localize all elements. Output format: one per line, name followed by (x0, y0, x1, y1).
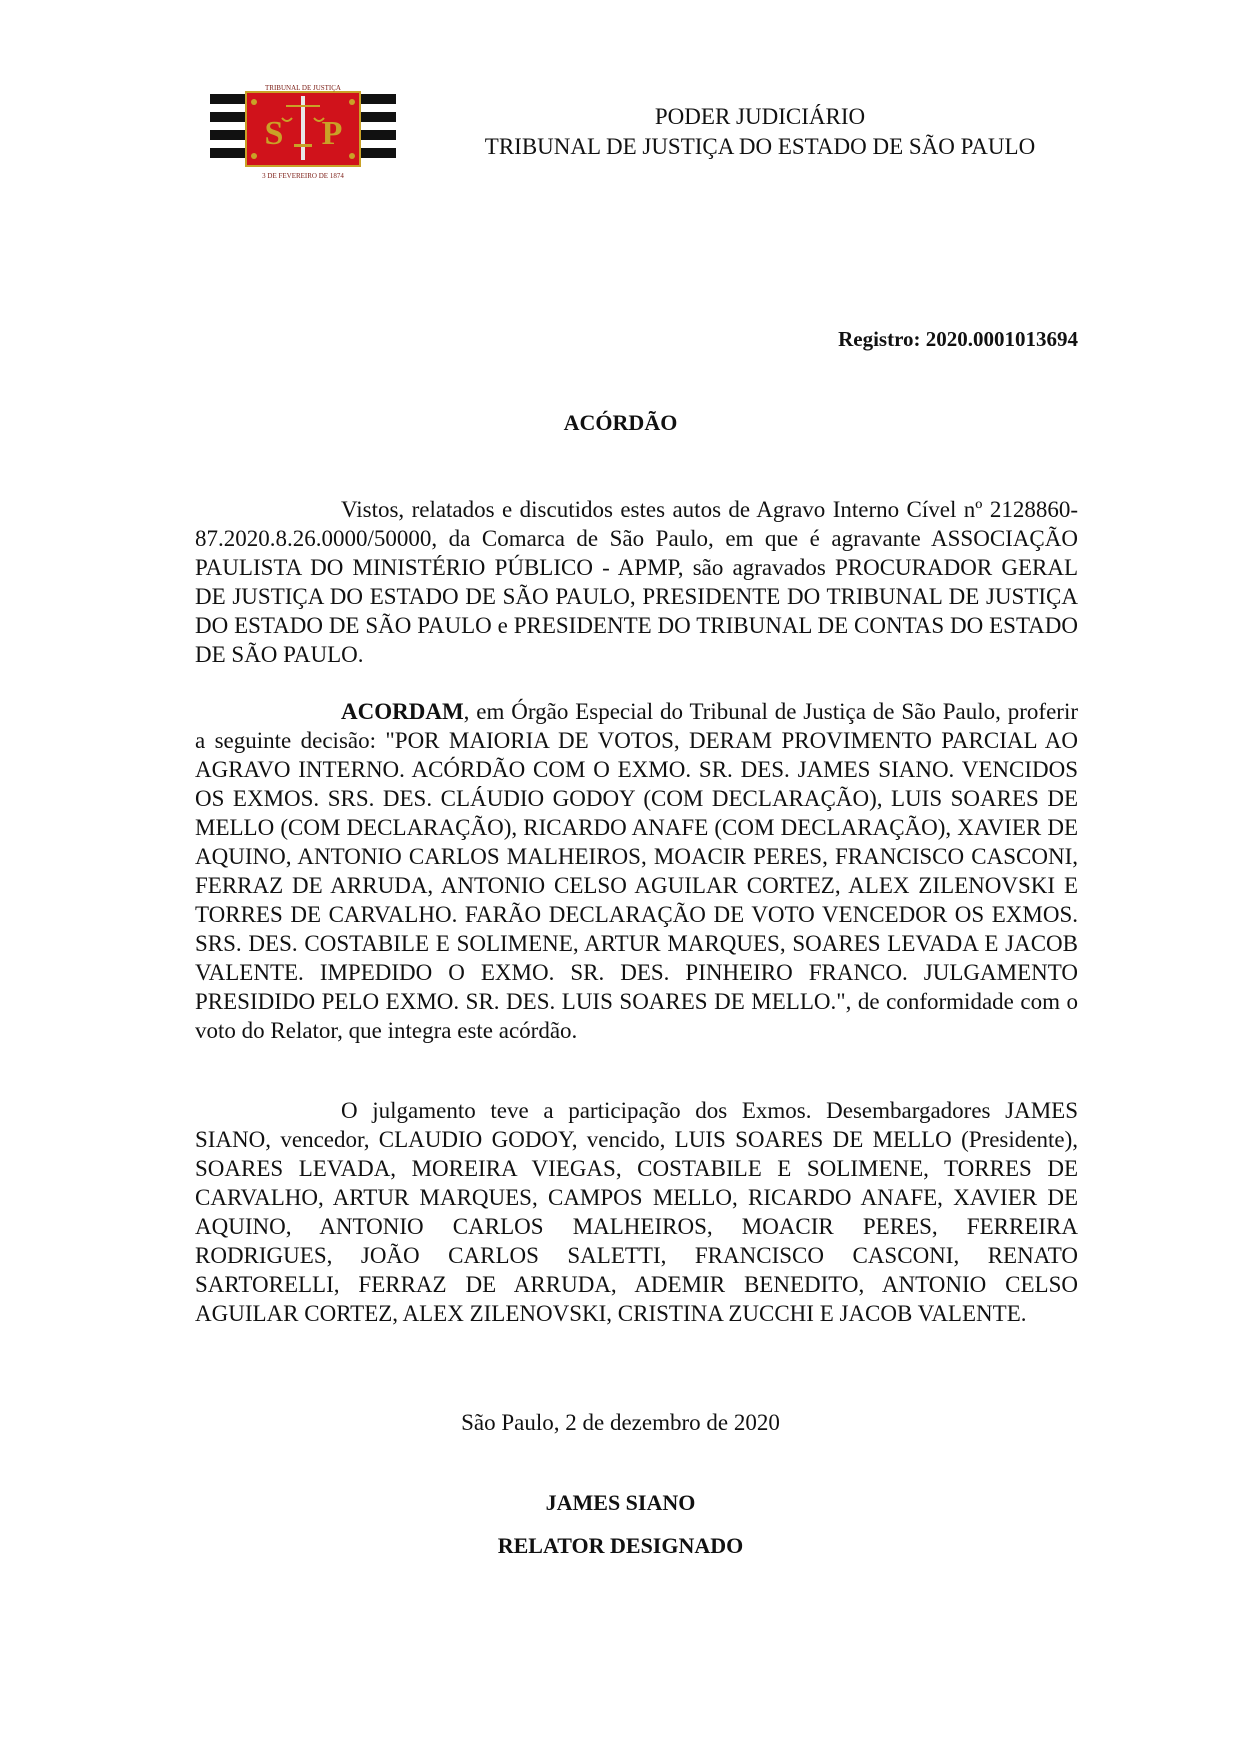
header-line-1: PODER JUDICIÁRIO (654, 104, 866, 129)
paragraph-acordam (195, 697, 1078, 1045)
signer-role: RELATOR DESIGNADO (497, 1533, 744, 1558)
seal-letter-left: S (264, 115, 284, 152)
seal-bottom-text: 3 DE FEVEREIRO DE 1874 (262, 172, 344, 180)
court-header (440, 102, 1080, 162)
acordam-text: , em Órgão Especial do Tribunal de Justiça de São Paulo, proferir a seguinte decisão: "POR MAIORIA DE VOTOS, DERAM PROVIMENTO PARCIAL AO AGRAVO INTERNO. ACÓRDÃO COM O EXMO. SR. DES. JAMES SIANO. VENCIDOS OS EXMOS. SRS. DES. CLÁUDIO GODOY (COM DECLARAÇÃO), LUIS SOARES DE MELLO (COM DECLARAÇÃO), RICARDO ANAFE (COM DECLARAÇÃO), XAVIER DE AQUINO, ANTONIO CARLOS MALHEIROS, MOACIR PERES, FRANCISCO CASCONI, FERRAZ DE ARRUDA, ANTONIO CELSO AGUILAR CORTEZ, ALEX ZILENOVSKI E TORRES DE CARVALHO. FARÃO DECLARAÇÃO DE VOTO VENCEDOR OS EXMOS. SRS. DES. COSTABILE E SOLIMENE, ARTUR MARQUES, SOARES LEVADA E JACOB VALENTE. IMPEDIDO O EXMO. SR. DES. PINHEIRO FRANCO. JULGAMENTO PRESIDIDO PELO EXMO. SR. DES. LUIS SOARES DE MELLO.", de conformidade com o voto do Relator, que integra este acórdão. (195, 699, 1078, 1043)
paragraph-vistos: Vistos, relatados e discutidos estes autos de Agravo Interno Cível nº 2128860-87.2020.8.26.0000/50000, da Comarca de São Paulo, em que é agravante ASSOCIAÇÃO PAULISTA DO MINISTÉRIO PÚBLICO - APMP, são agravados PROCURADOR GERAL DE JUSTIÇA DO ESTADO DE SÃO PAULO, PRESIDENTE DO TRIBUNAL DE JUSTIÇA DO ESTADO DE SÃO PAULO e PRESIDENTE DO TRIBUNAL DE CONTAS DO ESTADO DE SÃO PAULO. (195, 497, 1078, 667)
seal-letter-right: P (321, 115, 343, 152)
acordam-lead: ACORDAM (341, 699, 464, 724)
seal-top-text: TRIBUNAL DE JUSTIÇA (265, 84, 341, 92)
tjsp-seal-graphic (210, 84, 396, 188)
paragraph-julgamento: O julgamento teve a participação dos Exmos. Desembargadores JAMES SIANO, vencedor, CLAUDIO GODOY, vencido, LUIS SOARES DE MELLO (Presidente), SOARES LEVADA, MOREIRA VIEGAS, COSTABILE E SOLIMENE, TORRES DE CARVALHO, ARTUR MARQUES, CAMPOS MELLO, RICARDO ANAFE, XAVIER DE AQUINO, ANTONIO CARLOS MALHEIROS, MOACIR PERES, FERREIRA RODRIGUES, JOÃO CARLOS SALETTI, FRANCISCO CASCONI, RENATO SARTORELLI, FERRAZ DE ARRUDA, ADEMIR BENEDITO, ANTONIO CELSO AGUILAR CORTEZ, ALEX ZILENOVSKI, CRISTINA ZUCCHI E JACOB VALENTE. (195, 1098, 1078, 1326)
header-line-2: TRIBUNAL DE JUSTIÇA DO ESTADO DE SÃO PAULO (484, 134, 1036, 159)
date-line: São Paulo, 2 de dezembro de 2020 (461, 1410, 780, 1435)
document-title: ACÓRDÃO (563, 410, 678, 435)
tjsp-seal-logo (210, 84, 396, 188)
signer-name: JAMES SIANO (545, 1490, 696, 1515)
registro-number: Registro: 2020.0001013694 (838, 327, 1078, 351)
